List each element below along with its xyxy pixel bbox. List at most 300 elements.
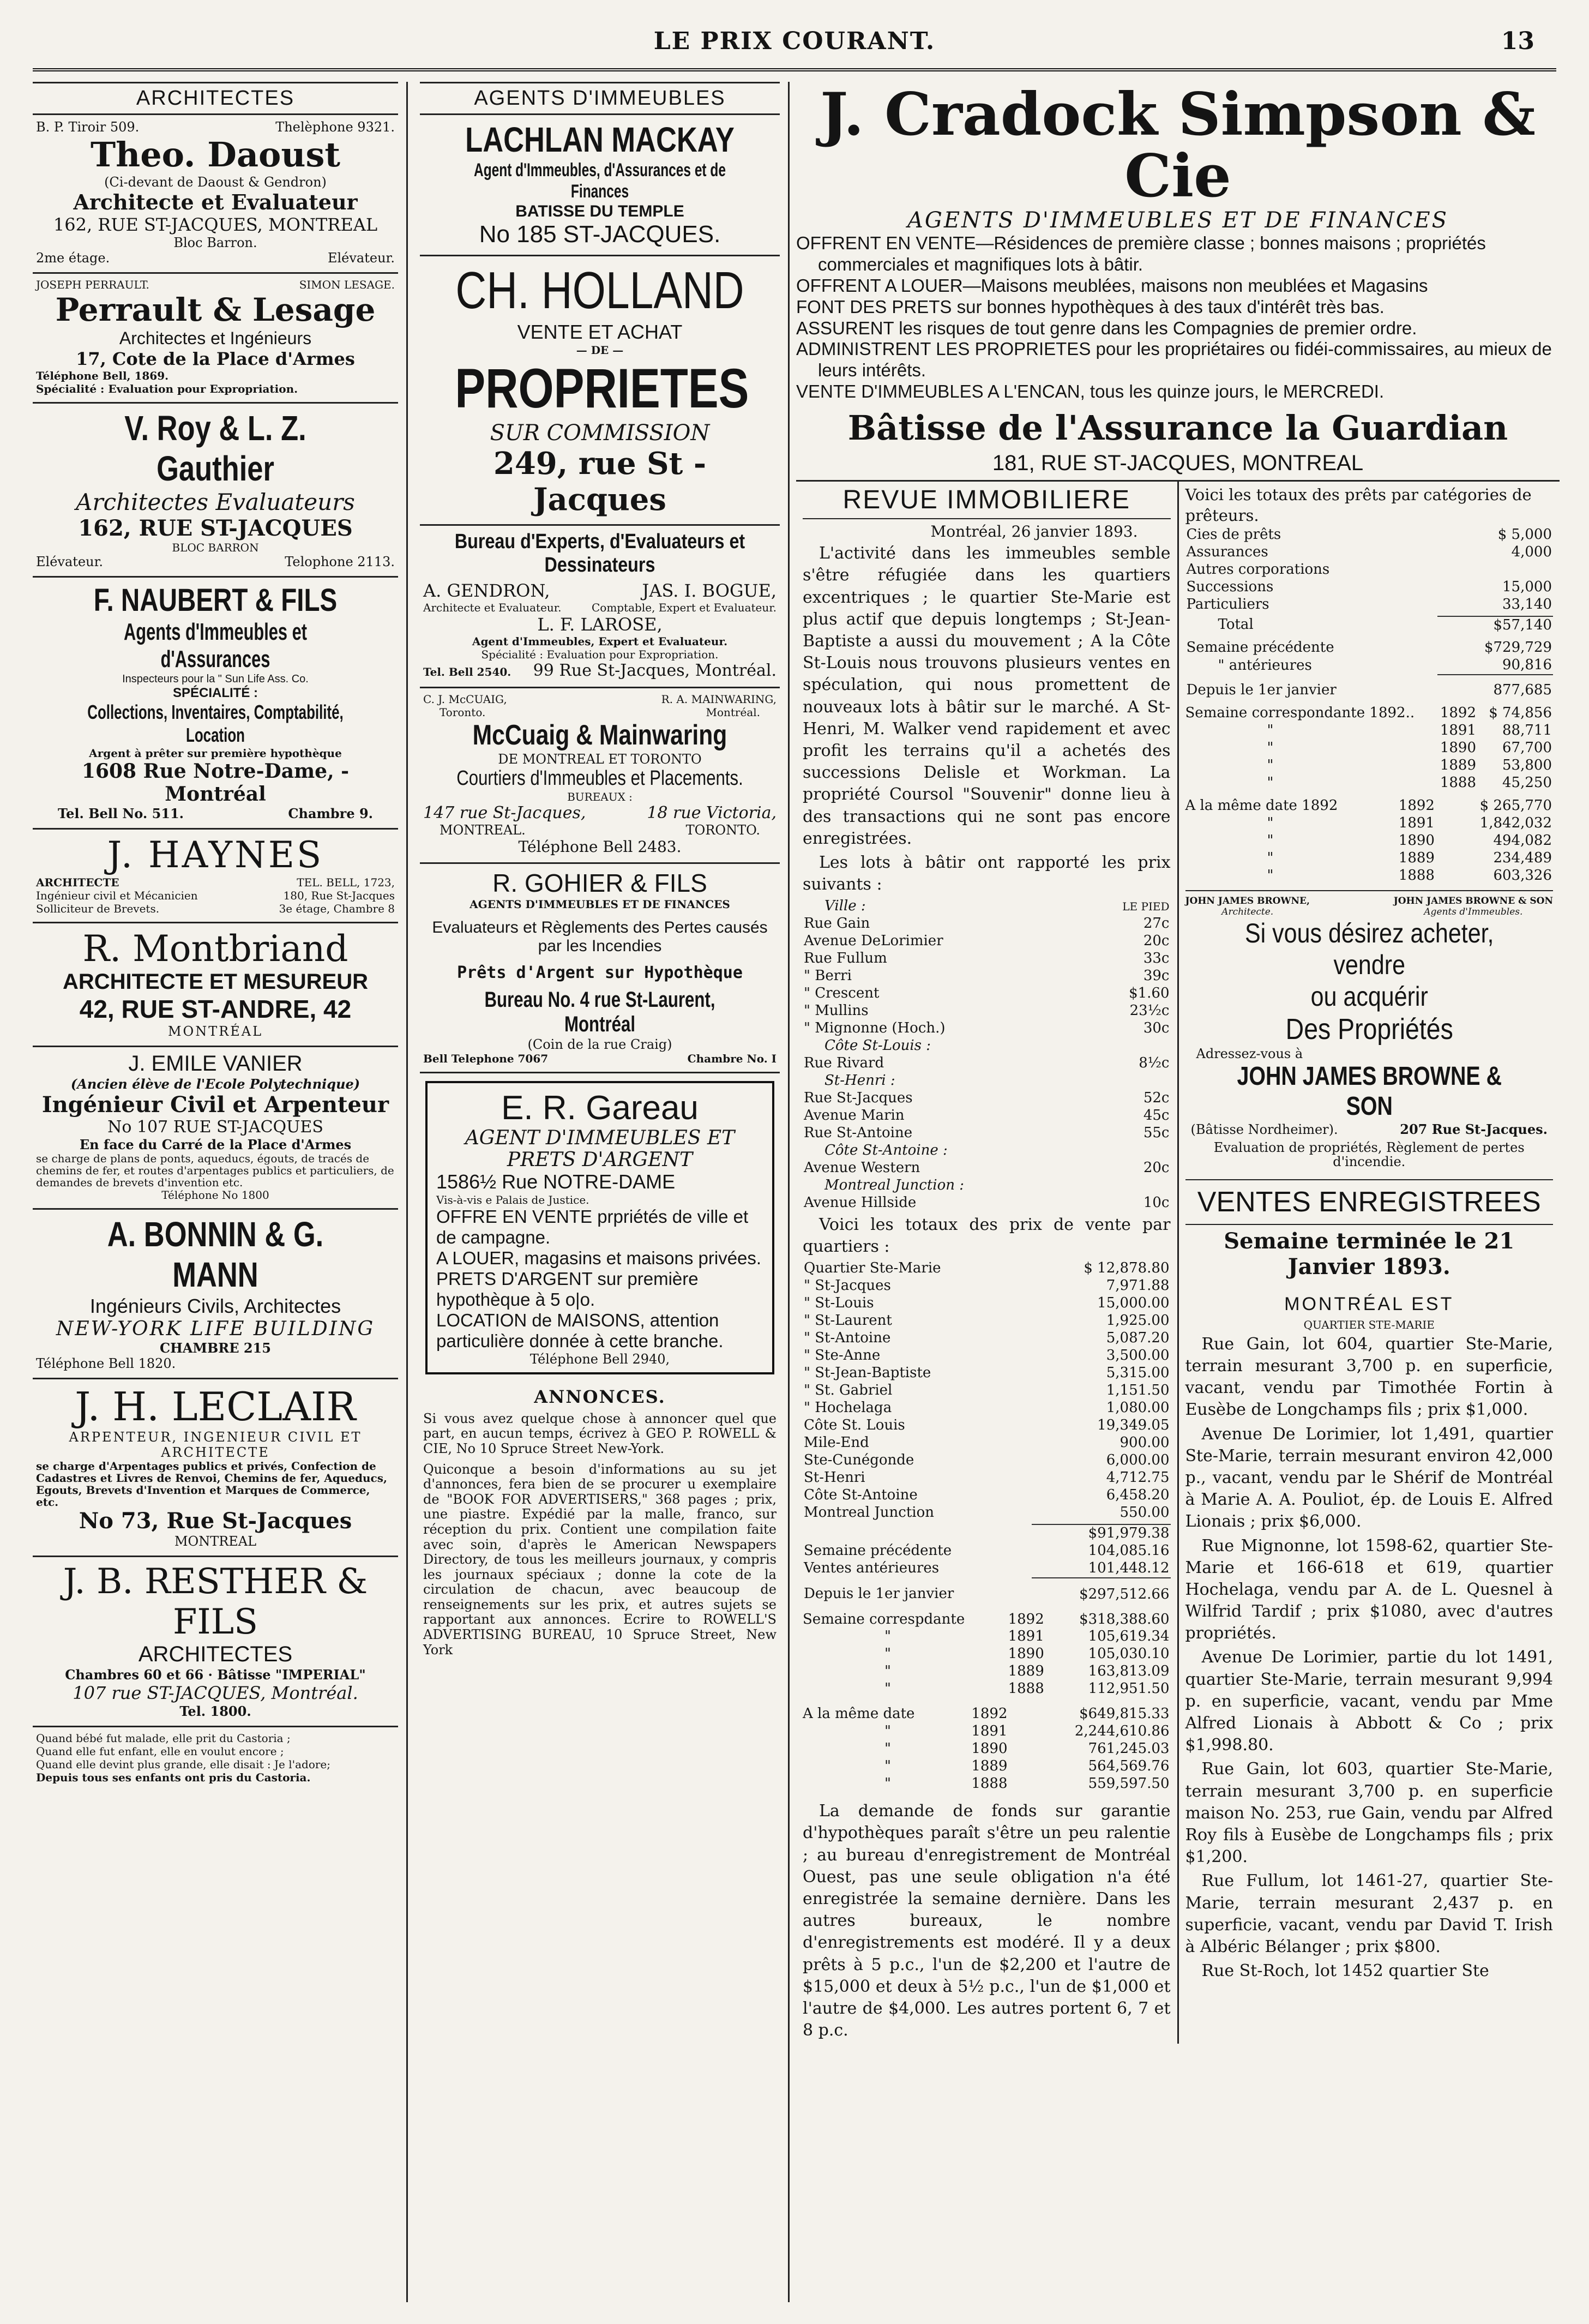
- row-value: 5,315.00: [1106, 1364, 1170, 1381]
- phone: Tel. Bell 2540.: [423, 665, 511, 678]
- row-value: 15,000: [1502, 578, 1552, 595]
- row-label: Rue St-Antoine: [804, 1124, 913, 1141]
- offer-line: FONT DES PRETS sur bonnes hypothèques à des taux d'intérêt très bas.: [796, 296, 1385, 317]
- ad-browne: [1185, 917, 1554, 1169]
- table-row: [803, 985, 1171, 1002]
- row-label: " St-Louis: [804, 1295, 874, 1312]
- table-row: [803, 1680, 1171, 1698]
- castoria-verse: [33, 1727, 398, 1791]
- row-label: Semaine précédente: [804, 1542, 952, 1559]
- row-label: Particuliers: [1186, 596, 1269, 612]
- row-label: " Crescent: [804, 985, 880, 1002]
- firm-title: AGENT D'IMMEUBLES ET PRETS D'ARGENT: [465, 1127, 735, 1171]
- ad-mackay: [420, 115, 780, 256]
- address: 1586½ Rue NOTRE-DAME: [436, 1170, 676, 1193]
- row-value: $ 5,000: [1497, 526, 1552, 543]
- ad-cradock-simpson: [796, 84, 1560, 476]
- row-year: 1890: [1008, 1646, 1044, 1662]
- row-label: Avenue DeLorimier: [804, 933, 943, 950]
- signature-title: Agents d'Immeubles.: [1424, 906, 1523, 918]
- row-value: 15,000.00: [1097, 1295, 1170, 1312]
- loans-and-sales: [1179, 482, 1560, 2044]
- phone: Téléphone Bell, 1869.: [36, 369, 169, 382]
- building: BATISSE DU TEMPLE: [515, 202, 684, 220]
- ad-gareau: [425, 1081, 774, 1374]
- partner-title: Comptable, Expert et Evaluateur.: [591, 601, 777, 614]
- row-year: 1889: [1008, 1663, 1044, 1680]
- table-row: [1185, 740, 1554, 757]
- table-row: [1185, 774, 1554, 792]
- table-row: [803, 1142, 1171, 1160]
- dateline: Montréal, 26 janvier 1893.: [930, 523, 1138, 541]
- row-label: Montreal Junction :: [824, 1176, 965, 1193]
- paragraph: Les lots à bâtir ont rapporté les prix suivants :: [803, 852, 1171, 894]
- row-year: 1892: [1008, 1611, 1044, 1628]
- table-row: [803, 915, 1171, 933]
- row-label: Autres corporations: [1186, 561, 1330, 578]
- table-row: [1185, 797, 1554, 815]
- sale-entry: Avenue De Lorimier, lot 1,491, quartier Ste-Marie, terrain mesurant environ 42,000 p., vacant, vendu par le Shérif de Montréal à Marie A. A. Pouliot, ép. de Louis E. Alfred Lionais ; prix $6,000.: [1185, 1424, 1553, 1532]
- unit-label: LE PIED: [1122, 899, 1170, 913]
- table-row: [803, 1758, 1171, 1775]
- notice-title: ANNONCES.: [534, 1386, 666, 1407]
- firm-title: Architecte et Evaluateur: [73, 190, 358, 214]
- firm-name: J. HAYNES: [107, 834, 324, 876]
- firm-name: Perrault & Lesage: [55, 291, 376, 328]
- firm-name: E. R. Gareau: [501, 1089, 699, 1127]
- table-row: [803, 1330, 1171, 1347]
- row-value: $ 265,770: [1479, 797, 1552, 814]
- building: Bloc Barron.: [173, 235, 257, 250]
- address: 162, RUE ST-JACQUES: [78, 515, 353, 541]
- row-label: A la même date 1892: [1185, 797, 1338, 814]
- row-year: 1889: [1398, 850, 1435, 867]
- row-value: 559,597.50: [1088, 1775, 1170, 1792]
- row-value: 2,244,610.86: [1074, 1723, 1170, 1740]
- signature: JOHN JAMES BROWNE & SON: [1393, 896, 1553, 907]
- row-value: 1,842,032: [1479, 815, 1552, 832]
- sales-list: [1185, 1334, 1554, 1982]
- row-label: Montreal Junction: [804, 1504, 935, 1521]
- row-label: " Berri: [804, 968, 852, 984]
- verse-line: Quand bébé fut malade, elle prit du Castoria ;: [36, 1732, 291, 1745]
- loan-note: Argent à prêter sur première hypothèque: [89, 747, 342, 760]
- row-value: 23½c: [1129, 1002, 1170, 1019]
- row-label: ": [1267, 850, 1274, 867]
- partner-name: R. A. MAINWARING,: [661, 693, 777, 706]
- ad-mccuaig: [420, 688, 780, 864]
- row-value: 5,087.20: [1106, 1329, 1170, 1346]
- row-value: 1,080.00: [1106, 1399, 1170, 1416]
- floor: 2me étage.: [36, 250, 110, 266]
- row-label: ": [1267, 740, 1274, 756]
- row-label: ": [884, 1680, 891, 1697]
- firm-name: R. GOHIER & FILS: [492, 869, 707, 897]
- city: Toronto.: [440, 706, 486, 719]
- address: 107 rue ST-JACQUES, Montréal.: [73, 1683, 358, 1703]
- row-label: Rue Rivard: [804, 1055, 884, 1071]
- firm-title: Bureau d'Experts, d'Evaluateurs et Dessinateurs: [454, 530, 745, 577]
- ad-vanier: [33, 1047, 398, 1210]
- row-label: Côte St-Antoine :: [824, 1142, 948, 1158]
- row-value: $57,140: [1437, 616, 1553, 634]
- ad-haynes: [33, 830, 398, 923]
- phone: Téléphone No 1800: [161, 1188, 269, 1202]
- line: SUR COMMISSION: [490, 421, 710, 446]
- building: Bâtisse de l'Assurance la Guardian: [847, 408, 1508, 448]
- rooms: Chambres 60 et 66 · Bâtisse "IMPERIAL": [65, 1667, 366, 1683]
- row-label: ": [1267, 867, 1274, 884]
- row-label: Successions: [1186, 578, 1274, 595]
- firm-name: McCuaig & Mainwaring: [472, 719, 727, 751]
- sale-entry: Rue Mignonne, lot 1598-62, quartier Ste-Marie et 166-618 et 619, quartier Hochelaga, vendu par A. de L. Quesnel à Wilfrid Tardif ; prix $1080, avec d'autres propriétés.: [1185, 1536, 1553, 1643]
- row-value: $ 74,856: [1489, 705, 1552, 722]
- table-row: [803, 1194, 1171, 1212]
- services: se charge de plans de ponts, aqueducs, égouts, de tracés de chemins de fer, et routes d'arpentages publics et particuliers, de demandes de brevets d'invention etc.: [36, 1152, 394, 1189]
- row-value: 1,151.50: [1106, 1382, 1170, 1398]
- address: 42, RUE ST-ANDRE, 42: [79, 995, 352, 1023]
- phone: Tel. Bell No. 511.: [58, 806, 184, 821]
- row-year: 1892: [971, 1706, 1008, 1722]
- row-value: [1450, 561, 1553, 579]
- firm-title: Architectes Evaluateurs: [76, 489, 355, 515]
- table-row: [803, 1160, 1171, 1177]
- row-label: ": [884, 1775, 891, 1792]
- floor: 3e étage, Chambre 8: [279, 902, 395, 915]
- firm-name: CH. HOLLAND: [455, 261, 744, 320]
- po-box: B. P. Tiroir 509.: [36, 119, 140, 135]
- table-row: [803, 1504, 1171, 1522]
- row-label: A la même date: [803, 1706, 915, 1722]
- table-row: [1185, 544, 1554, 561]
- row-label: Côte St. Louis: [804, 1416, 905, 1433]
- loan-offer: Prêts d'Argent sur Hypothèque: [457, 963, 743, 982]
- office-address: 147 rue St-Jacques,: [423, 803, 586, 822]
- row-value: 27c: [1143, 915, 1170, 932]
- row-label: Depuis le 1er janvier: [1186, 681, 1337, 698]
- row-label: ": [1267, 774, 1274, 791]
- row-label: Total: [1218, 616, 1254, 633]
- verse-line: Quand elle fut enfant, elle en voulut encore ;: [36, 1745, 284, 1758]
- table-row: [803, 1002, 1171, 1020]
- offices-label: BUREAUX :: [567, 790, 633, 803]
- row-value: $297,512.66: [1032, 1578, 1171, 1604]
- ad-line: Des Propriétés: [1285, 1013, 1453, 1046]
- headline: PROPRIETES: [455, 357, 749, 419]
- table-row: [803, 1469, 1171, 1487]
- table-row: [803, 1434, 1171, 1452]
- address: 249, rue St - Jacques: [493, 446, 707, 518]
- ad-roy-gauthier: [33, 404, 398, 578]
- offer-line: ASSURENT les risques de tout genre dans les Compagnies de premier ordre.: [796, 317, 1417, 338]
- row-value: 6,000.00: [1106, 1451, 1170, 1468]
- row-year: 1891: [1008, 1628, 1044, 1645]
- ad-bureau-experts: [420, 526, 780, 688]
- journal-title: LE PRIX COURANT.: [653, 27, 936, 55]
- office-address: 18 rue Victoria,: [647, 803, 777, 822]
- lot-prices-table: [803, 898, 1171, 1211]
- row-value: 564,569.76: [1088, 1758, 1170, 1775]
- city: Montréal.: [706, 706, 760, 719]
- ad-bonnin-mann: [33, 1210, 398, 1379]
- phone: Téléphone Bell 2483.: [518, 838, 682, 856]
- address: No 73, Rue St-Jacques: [79, 1508, 352, 1534]
- row-value: 112,951.50: [1088, 1680, 1170, 1697]
- row-value: 33c: [1143, 950, 1170, 967]
- row-value: 4,712.75: [1106, 1469, 1170, 1486]
- ad-gohier: [420, 864, 780, 1073]
- partner-name: L. F. LAROSE,: [537, 614, 663, 635]
- room: CHAMBRE 215: [160, 1340, 271, 1356]
- column-agents: [420, 82, 780, 2302]
- row-label: " St-Jacques: [804, 1277, 891, 1294]
- phone: Téléphone Bell 1820.: [36, 1356, 176, 1371]
- row-label: " Mignonne (Hoch.): [804, 1020, 946, 1037]
- corner-note: (Coin de la rue Craig): [527, 1037, 672, 1052]
- address: 181, RUE ST-JACQUES, MONTREAL: [992, 451, 1364, 476]
- sale-entry: Rue St-Roch, lot 1452 quartier Ste: [1201, 1961, 1489, 1981]
- offer-line: OFFRENT A LOUER—Maisons meublées, maisons non meublées et Magasins: [796, 275, 1428, 296]
- row-value: 52c: [1143, 1089, 1170, 1106]
- row-year: 1891: [971, 1723, 1008, 1740]
- table-row: [803, 1706, 1171, 1723]
- table-row: [803, 1072, 1171, 1090]
- lower-section: [796, 480, 1560, 2044]
- former-note: (Ancien élève de l'Ecole Polytechnique): [70, 1076, 360, 1092]
- firm-title: Courtiers d'Immeubles et Placements.: [456, 767, 743, 790]
- row-year: 1890: [1440, 740, 1476, 756]
- row-value: 67,700: [1502, 740, 1552, 756]
- inspector-note: Inspecteurs pour la " Sun Life Ass. Co.: [122, 673, 309, 685]
- row-value: 104,085.16: [1088, 1542, 1170, 1559]
- row-label: Côte St-Louis :: [824, 1037, 931, 1054]
- firm-title: Agent d'Immeubles, d'Assurances et de Finances: [474, 160, 726, 202]
- address: Bureau No. 4 rue St-Laurent, Montréal: [484, 988, 715, 1036]
- firm-title: Ingénieurs Civils, Architectes: [89, 1295, 341, 1317]
- row-label: Semaine correspondante 1892..: [1185, 705, 1415, 722]
- row-value: 33,140: [1502, 596, 1552, 612]
- firm-title-2: ARCHITECTE: [161, 1445, 270, 1460]
- paragraph: La demande de fonds sur garantie d'hypothèques paraît s'être un peu ralentie ; au bureau d'enregistrement de Montréal Ouest, pas une seule obligation n'a été enregistrée la semaine dernière. Dans les autres bureaux, le nombre d'enregistrements est modéré. Il y a deux prêts à 5 p.c., l'un de $2,200 et l'autre de $15,000 et deux à 5½ p.c., l'un de $1,000 et l'autre de $4,000. Les autres portent 6, 7 et 8 p.c.: [803, 1801, 1171, 2040]
- row-label: " Ste-Anne: [804, 1347, 881, 1364]
- row-value: 494,082: [1493, 832, 1552, 849]
- office-city: MONTREAL.: [440, 822, 526, 838]
- row-value: 45,250: [1502, 774, 1552, 791]
- row-label: " antérieures: [1218, 657, 1312, 674]
- firm-name: J. EMILE VANIER: [128, 1052, 303, 1076]
- verse-line: Depuis tous ses enfants ont pris du Castoria.: [36, 1771, 311, 1784]
- row-value: [1085, 1037, 1171, 1055]
- row-label: Depuis le 1er janvier: [804, 1586, 954, 1602]
- row-value: 4,000: [1511, 543, 1552, 560]
- line: VENTE ET ACHAT: [517, 321, 683, 343]
- firm-name: R. Montbriand: [82, 928, 348, 970]
- row-value: $318,388.60: [1079, 1611, 1170, 1628]
- notice-annonces: [420, 1382, 780, 1665]
- table-row: [803, 1663, 1171, 1680]
- column-cradock-revue: [796, 82, 1560, 2302]
- table-row: [1185, 579, 1554, 596]
- table-row: [803, 1295, 1171, 1312]
- table-row: [803, 1417, 1171, 1434]
- row-value: 603,326: [1493, 867, 1552, 884]
- table-row: [1185, 832, 1554, 850]
- ad-leclair: [33, 1379, 398, 1557]
- row-label: Cies de prêts: [1186, 526, 1281, 543]
- table-row: [803, 1125, 1171, 1142]
- solicitor: Solliciteur de Brevets.: [36, 902, 160, 915]
- elevator: Elévateur.: [36, 554, 104, 569]
- table-row: [803, 1775, 1171, 1793]
- row-value: 45c: [1143, 1107, 1170, 1124]
- services: Evaluateurs et Règlements des Pertes causés par les Incendies: [432, 918, 768, 955]
- row-label: Rue Gain: [804, 915, 870, 932]
- paragraph: L'activité dans les immeubles semble s'être réfugiée dans les quartiers excentriques ; le quartier Ste-Marie est plus actif que depuis longtemps ; St-Jean-Baptiste a aussi du mouvement ; A la Côte St-Louis nous trouvons plusieurs ventes en spéculation, qui nous promettent de nouveaux lots à bâtir sur le marché. A St-Henri, M. Walker vend rapidement et avec profit les terrains qu'il a achetés des successions Delisle et Workman. La propriété Coursol "Souvenir" donne lieu à des transactions qui ne sont pas encore enregistrées.: [803, 544, 1171, 848]
- row-value: 1,925.00: [1106, 1312, 1170, 1329]
- ad-holland: [420, 256, 780, 526]
- ad-montbriand: [33, 923, 398, 1047]
- speciality: Spécialité : Evaluation pour Expropriation.: [481, 648, 719, 661]
- table-row: [1185, 815, 1554, 832]
- row-value: 6,458.20: [1106, 1486, 1170, 1503]
- total-value: $91,979.38: [1032, 1524, 1171, 1542]
- ad-line: JOHN JAMES BROWNE & SON: [1237, 1062, 1502, 1121]
- lenders-table: [1185, 526, 1554, 614]
- row-value: 3,500.00: [1106, 1347, 1170, 1364]
- address: 180, Rue St-Jacques: [283, 889, 395, 902]
- table-row: [1185, 757, 1554, 774]
- row-value: 88,711: [1502, 722, 1552, 739]
- row-value: [1085, 1177, 1171, 1194]
- offer-line: PRETS D'ARGENT sur première hypothèque à 5 o|o.: [436, 1269, 699, 1310]
- row-year: 1891: [1440, 722, 1476, 739]
- ad-line: ou acquérir: [1310, 981, 1428, 1012]
- speciality: Collections, Inventaires, Comptabilité, Location: [87, 701, 344, 746]
- row-year: 1892: [1398, 797, 1435, 814]
- notice-paragraph: Quiconque a besoin d'informations au su jet d'annonces, fera bien de se procurer u exemplaire de "BOOK FOR ADVERTISERS," 368 pages ; prix, une piastre. Expédié par la malle, franco, sur réception du prix. Contient une compilation faite avec soin, d'après le American Newspapers Directory, de tous les meilleurs journaux, y compris les journaux spéciaux ; donne la cote de la circulation de chacun, avec beaucoup de renseignements sur les prix, et autres sujets se rapportant aux annonces. Ecrire to ROWELL'S ADVERTISING BUREAU, 10 Spruce Street, New York: [423, 1461, 777, 1658]
- table-row: [803, 1487, 1171, 1504]
- column-rule: [406, 82, 408, 2302]
- row-value: 105,030.10: [1088, 1646, 1170, 1662]
- row-year: 1888: [971, 1775, 1008, 1792]
- ad-perrault-lesage: [33, 274, 398, 404]
- firm-name: A. BONNIN & G. MANN: [107, 1215, 324, 1294]
- address: No 107 RUE ST-JACQUES: [107, 1118, 323, 1137]
- ad-line: (Bâtisse Nordheimer).: [1190, 1122, 1338, 1138]
- room: Chambre 9.: [288, 806, 373, 821]
- page-number: 13: [1501, 27, 1534, 55]
- table-row: [803, 1090, 1171, 1107]
- offer-line: A LOUER, magasins et maisons privées.: [436, 1248, 762, 1269]
- row-label: ": [1267, 757, 1274, 774]
- table-row: [1185, 596, 1554, 614]
- row-label: Avenue Marin: [804, 1107, 905, 1124]
- row-label: ": [884, 1663, 891, 1680]
- row-label: Rue Fullum: [804, 950, 887, 967]
- row-label: " St-Laurent: [804, 1312, 892, 1329]
- row-value: 55c: [1143, 1124, 1170, 1141]
- firm-title: AGENTS D'IMMEUBLES ET DE FINANCES: [470, 898, 730, 911]
- partner-name: SIMON LESAGE.: [299, 278, 395, 291]
- ad-line: Evaluation de propriétés, Règlement de pertes d'incendie.: [1213, 1140, 1525, 1170]
- row-value: 877,685: [1437, 675, 1553, 699]
- row-value: 20c: [1143, 1159, 1170, 1176]
- table-row: [803, 1107, 1171, 1125]
- row-value: 20c: [1143, 933, 1170, 950]
- row-value: 90,816: [1502, 657, 1552, 674]
- row-value: 163,813.09: [1088, 1663, 1170, 1680]
- city: MONTREAL: [174, 1534, 257, 1549]
- row-value: [1085, 1142, 1171, 1160]
- table-row: [803, 933, 1171, 950]
- row-label: " Mullins: [804, 1002, 869, 1019]
- row-label: " St-Antoine: [804, 1329, 891, 1346]
- row-label: Semaine correspdante: [803, 1611, 965, 1628]
- partner-name: A. GENDRON,: [423, 580, 550, 601]
- table-row: [1185, 850, 1554, 867]
- office-city: TORONTO.: [685, 822, 760, 838]
- sale-entry: Avenue De Lorimier, partie du lot 1491, quartier Ste-Marie, terrain mesurant 9,994 p. en superficie, vacant, vendu par Mme Alfred Lionais à Abbott & Co ; prix $1,998.80.: [1185, 1648, 1553, 1755]
- table-row: [1185, 867, 1554, 885]
- elevator: Elévateur.: [327, 250, 395, 266]
- row-year: 1889: [1440, 757, 1476, 774]
- ad-line: Si vous désirez acheter, vendre: [1244, 918, 1494, 981]
- row-value: $649,815.33: [1079, 1706, 1170, 1722]
- paragraph: Voici les totaux des prix de vente par quartiers :: [803, 1215, 1171, 1256]
- building: NEW-YORK LIFE BUILDING: [56, 1318, 375, 1340]
- table-row: [803, 1277, 1171, 1295]
- location-note: Vis-à-vis e Palais de Justice.: [436, 1193, 589, 1207]
- table-row: [803, 1312, 1171, 1330]
- table-row: [1185, 722, 1554, 740]
- ward-summary-table: [803, 1524, 1171, 1604]
- ad-line: Adressez-vous à: [1196, 1046, 1303, 1062]
- offer-line: VENTE D'IMMEUBLES A L'ENCAN, tous les quinze jours, le MERCREDI.: [796, 381, 1385, 402]
- firm-title: ARCHITECTE: [36, 876, 119, 889]
- location-note: En face du Carré de la Place d'Armes: [79, 1137, 352, 1152]
- row-label: Mile-End: [804, 1434, 869, 1451]
- engineer: Ingénieur civil et Mécanicien: [36, 889, 198, 902]
- ward-totals-table: [803, 1260, 1171, 1522]
- section-title: ARCHITECTES: [33, 82, 398, 115]
- row-value: 234,489: [1493, 850, 1552, 867]
- firm-title: ARCHITECTES: [138, 1642, 293, 1666]
- former-name: (Ci-devant de Daoust & Gendron): [104, 175, 327, 190]
- firm-name: J. B. RESTHER & FILS: [63, 1562, 368, 1642]
- firm-name: F. NAUBERT & FILS: [93, 582, 338, 618]
- ward-heading: QUARTIER STE-MARIE: [1303, 1318, 1435, 1331]
- verse-line: Quand elle devint plus grande, elle disait : Je l'adore;: [36, 1758, 330, 1771]
- from-cities: DE MONTREAL ET TORONTO: [498, 752, 702, 767]
- table-row: [803, 1611, 1171, 1629]
- address: 17, Cote de la Place d'Armes: [76, 349, 355, 369]
- table-row: [803, 1177, 1171, 1194]
- row-label: ": [884, 1758, 891, 1775]
- row-label: Ste-Cunégonde: [804, 1451, 914, 1468]
- offer-line: OFFRENT EN VENTE—Résidences de première classe ; bonnes maisons ; propriétés commerciales et magnifiques lots à bâtir.: [796, 232, 1486, 274]
- phone: Téléphone Bell 2940,: [529, 1351, 670, 1367]
- ad-line: 207 Rue St-Jacques.: [1400, 1121, 1548, 1138]
- row-value: 30c: [1143, 1020, 1170, 1037]
- notice-paragraph: Si vous avez quelque chose à annoncer quel que part, en aucun temps, écrivez à GEO P. ROWELL & CIE, No 10 Spruce Street New-York.: [423, 1410, 777, 1456]
- row-label: ": [1267, 832, 1274, 849]
- row-label: St-Henri: [804, 1469, 865, 1486]
- table-row: [1185, 526, 1554, 544]
- firm-name: V. Roy & L. Z. Gauthier: [124, 409, 306, 488]
- table-row: [803, 1365, 1171, 1382]
- row-value: 105,619.34: [1088, 1628, 1170, 1645]
- city-heading: MONTRÉAL EST: [1284, 1293, 1454, 1314]
